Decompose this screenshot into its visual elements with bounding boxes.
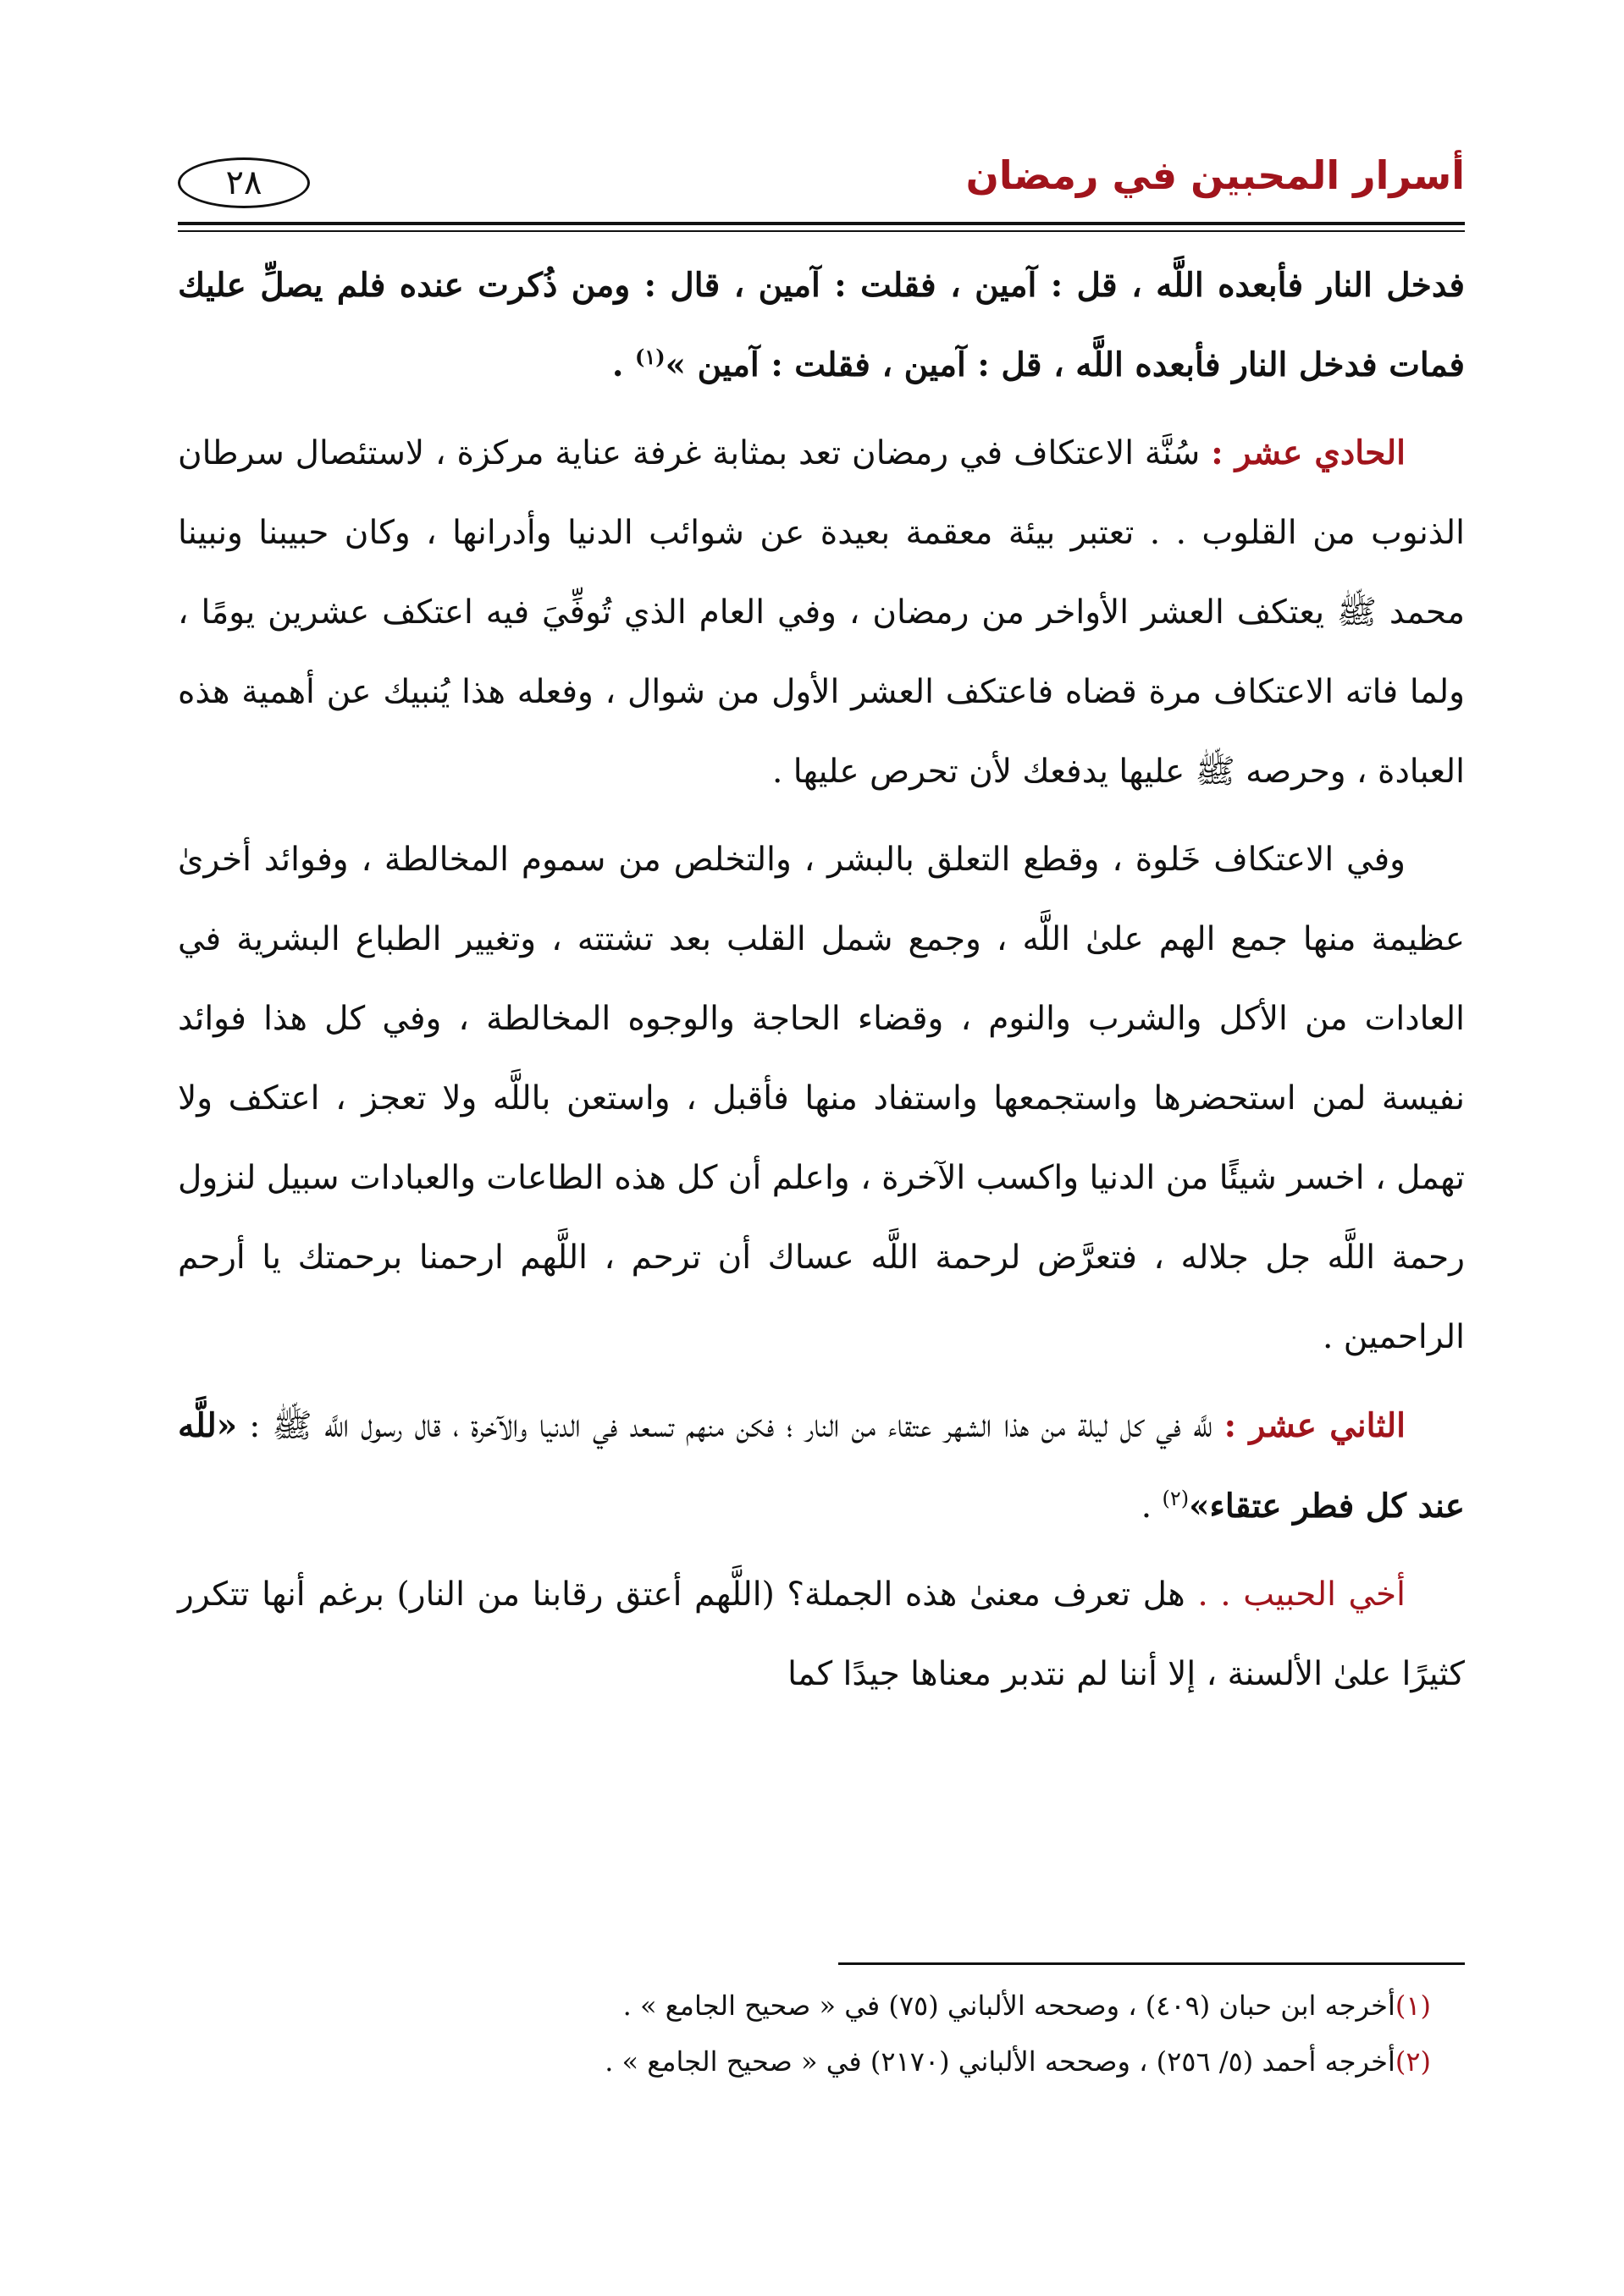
paragraph-1 (178, 246, 1465, 405)
main-text (178, 246, 1465, 1723)
book-title: أسرار المحبين في رمضان (965, 152, 1465, 198)
hadith-quote: «للَّه عند كل فطر عتقاء» (178, 1406, 1465, 1526)
footnote-2-text: أخرجه أحمد (٥/ ٢٥٦) ، وصححه الألباني (٢١٧٠) في « صحيح الجامع » . (605, 2045, 1395, 2078)
footnote-ref-1[interactable]: (١) (635, 345, 666, 369)
paragraph-5 (178, 1555, 1465, 1714)
paragraph-3 (178, 820, 1465, 1377)
paragraph-1-text: فدخل النار فأبعده اللَّه ، قل : آمين ، فقلت : آمين ، قال : ومن ذُكرت عنده فلم يصلِّ عليك فمات فدخل النار فأبعده اللَّه ، قل : آمين ، فقلت : آمين » (178, 266, 1465, 384)
paragraph-1-end: . (611, 345, 636, 384)
paragraph-5-text: هل تعرف معنىٰ هذه الجملة؟ (اللَّهم أعتق رقابنا من النار) برغم أنها تتكرر كثيرًا علىٰ الألسنة ، إلا أننا لم نتدبر معناها جيدًا كما (178, 1576, 1465, 1693)
footnote-ref-2[interactable]: (٢) (1162, 1487, 1190, 1510)
footnote-2-marker: (٢) (1395, 2045, 1431, 2078)
page-number: ٢٨ (178, 157, 310, 208)
footnote-1-text: أخرجه ابن حبان (٤٠٩) ، وصححه الألباني (٧٥) في « صحيح الجامع » . (622, 1990, 1395, 2022)
footnote-2 (178, 2034, 1431, 2089)
paragraph-3-text: وفي الاعتكاف خَلوة ، وقطع التعلق بالبشر ، والتخلص من سموم المخالطة ، وفوائد أخرىٰ عظيمة منها جمع الهم علىٰ اللَّه ، وجمع شمل القلب بعد تشتته ، وتغيير الطباع البشرية في العادات من الأكل والشرب والنوم ، وقضاء الحاجة والوجوه المخالطة ، وفي كل هذا فوائد نفيسة لمن استحضرها واستجمعها واستفاد منها فأقبل ، واستعن باللَّه ولا تعجز ، اعتكف ولا تهمل ، اخسر شيئًا من الدنيا واكسب الآخرة ، واعلم أن كل هذه الطاعات والعبادات سبيل لنزول رحمة اللَّه جل جلاله ، فتعرَّض لرحمة اللَّه عساك أن ترحم ، اللَّهم ارحمنا برحمتك يا أرحم الراحمين . (178, 841, 1465, 1356)
paragraph-5-label: أخي الحبيب . . (1197, 1576, 1406, 1614)
paragraph-4-end: . (1141, 1487, 1163, 1526)
footnote-separator (838, 1962, 1465, 1965)
page-header (178, 152, 1465, 220)
paragraph-4-label: الثاني عشر : (1224, 1406, 1406, 1445)
header-rule-thick (178, 222, 1465, 225)
paragraph-2-label: الحادي عشر : (1211, 433, 1406, 472)
paragraph-2-text: سُنَّة الاعتكاف في رمضان تعد بمثابة غرفة عناية مركزة ، لاستئصال سرطان الذنوب من القلوب . . تعتبر بيئة معقمة بعيدة عن شوائب الدنيا وأدرانها ، وكان حبيبنا ونبينا محمد ﷺ يعتكف العشر الأواخر من رمضان ، وفي العام الذي تُوفِّيَ فيه اعتكف عشرين يومًا ، ولما فاته الاعتكاف مرة قضاه فاعتكف العشر الأول من شوال ، وفعله هذا يُنبيك عن أهمية هذه العبادة ، وحرصه ﷺ عليها يدفعك لأن تحرص عليها . (178, 434, 1465, 791)
footnote-1 (178, 1978, 1431, 2034)
footnotes (178, 1978, 1431, 2089)
footnote-1-marker: (١) (1395, 1990, 1431, 2022)
paragraph-2 (178, 413, 1465, 812)
paragraph-4 (178, 1386, 1465, 1547)
header-rule-thin (178, 230, 1465, 232)
paragraph-4-text: للَّه في كل ليلة من هذا الشهر عتقاء من النار ؛ فكن منهم تسعد في الدنيا والآخرة ، قال رسول اللَّه ﷺ : (237, 1407, 1224, 1445)
